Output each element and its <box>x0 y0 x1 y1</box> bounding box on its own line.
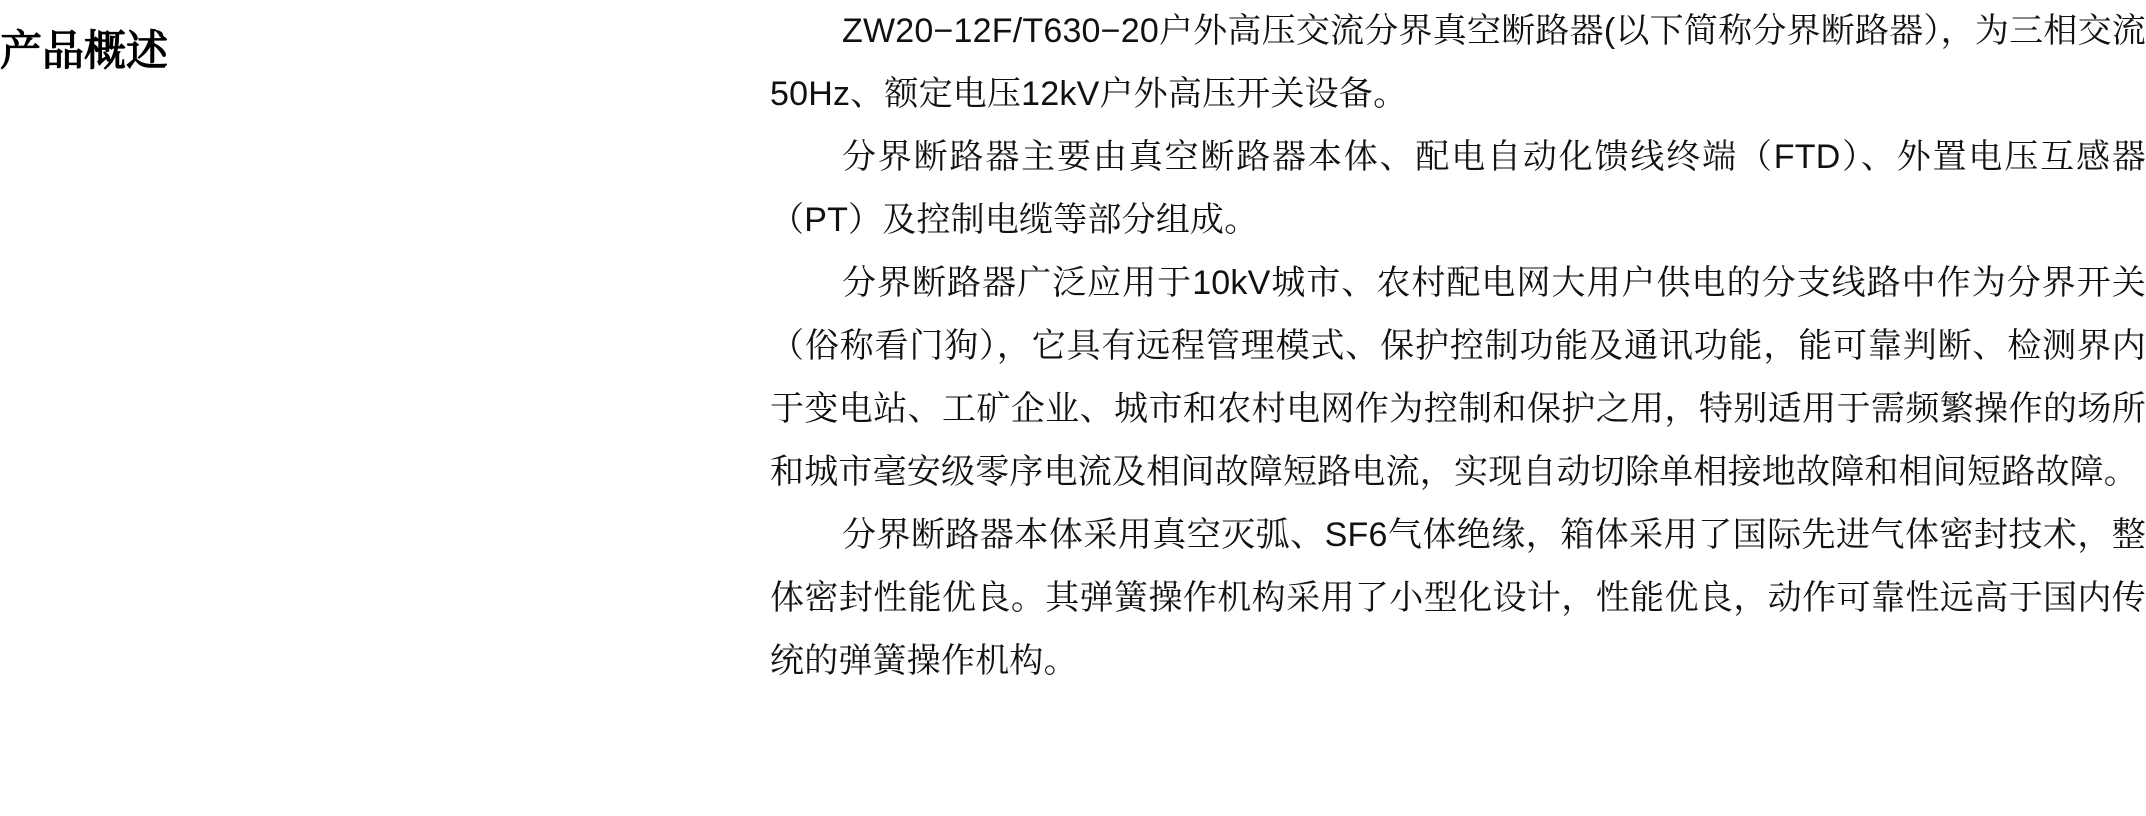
section-title: 产品概述 <box>0 27 169 75</box>
paragraph-4: 分界断路器本体采用真空灭弧、SF6气体绝缘，箱体采用了国际先进气体密封技术，整体密封性能优良。其弹簧操作机构采用了小型化设计，性能优良，动作可靠性远高于国内传统的弹簧操作机构。 <box>770 516 2146 680</box>
paragraph-1: ZW20−12F/T630−20户外高压交流分界真空断路器(以下简称分界断路器），为三相交流50Hz、额定电压12kV户外高压开关设备。 <box>770 12 2146 113</box>
paragraph-2: 分界断路器主要由真空断路器本体、配电自动化馈线终端（FTD）、外置电压互感器（PT）及控制电缆等部分组成。 <box>770 138 2146 239</box>
body-text-column <box>770 0 2146 693</box>
paragraph-3: 分界断路器广泛应用于10kV城市、农村配电网大用户供电的分支线路中作为分界开关（俗称看门狗），它具有远程管理模式、保护控制功能及通讯功能，能可靠判断、检测界内于变电站、工矿企业、城市和农村电网作为控制和保护之用，特别适用于需频繁操作的场所和城市毫安级零序电流及相间故障短路电流，实现自动切除单相接地故障和相间短路故障。 <box>770 264 2146 491</box>
